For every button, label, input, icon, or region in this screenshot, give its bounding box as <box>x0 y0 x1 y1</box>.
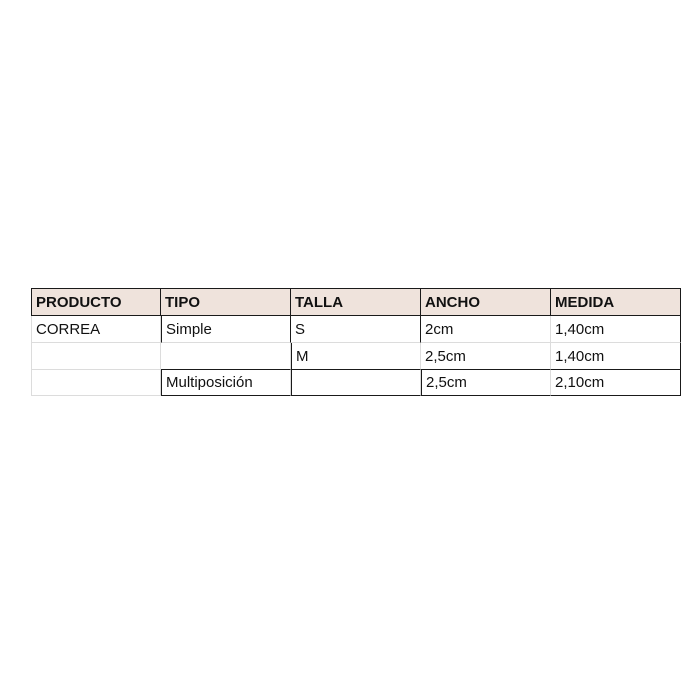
header-ancho: ANCHO <box>421 288 551 316</box>
cell-ancho-r3: 2,5cm <box>421 370 551 396</box>
cell-medida-r3: 2,10cm <box>551 370 681 396</box>
cell-talla-r1: S <box>291 316 421 343</box>
cell-medida-r1: 1,40cm <box>551 316 681 343</box>
header-medida: MEDIDA <box>551 288 681 316</box>
cell-tipo-r1: Simple <box>161 316 291 343</box>
header-talla: TALLA <box>291 288 421 316</box>
cell-ancho-r2: 2,5cm <box>421 343 551 370</box>
cell-producto-r1: CORREA <box>31 316 161 343</box>
cell-talla-r3 <box>291 370 421 396</box>
cell-ancho-r1: 2cm <box>421 316 551 343</box>
cell-producto-r2 <box>31 343 161 370</box>
table-grid <box>31 288 681 396</box>
cell-talla-r2: M <box>291 343 421 370</box>
cell-medida-r2: 1,40cm <box>551 343 681 370</box>
cell-tipo-r3: Multiposición <box>161 370 291 396</box>
cell-producto-r3 <box>31 370 161 396</box>
cell-tipo-r2 <box>161 343 291 370</box>
header-producto: PRODUCTO <box>31 288 161 316</box>
header-tipo: TIPO <box>161 288 291 316</box>
spreadsheet-table <box>31 288 681 396</box>
